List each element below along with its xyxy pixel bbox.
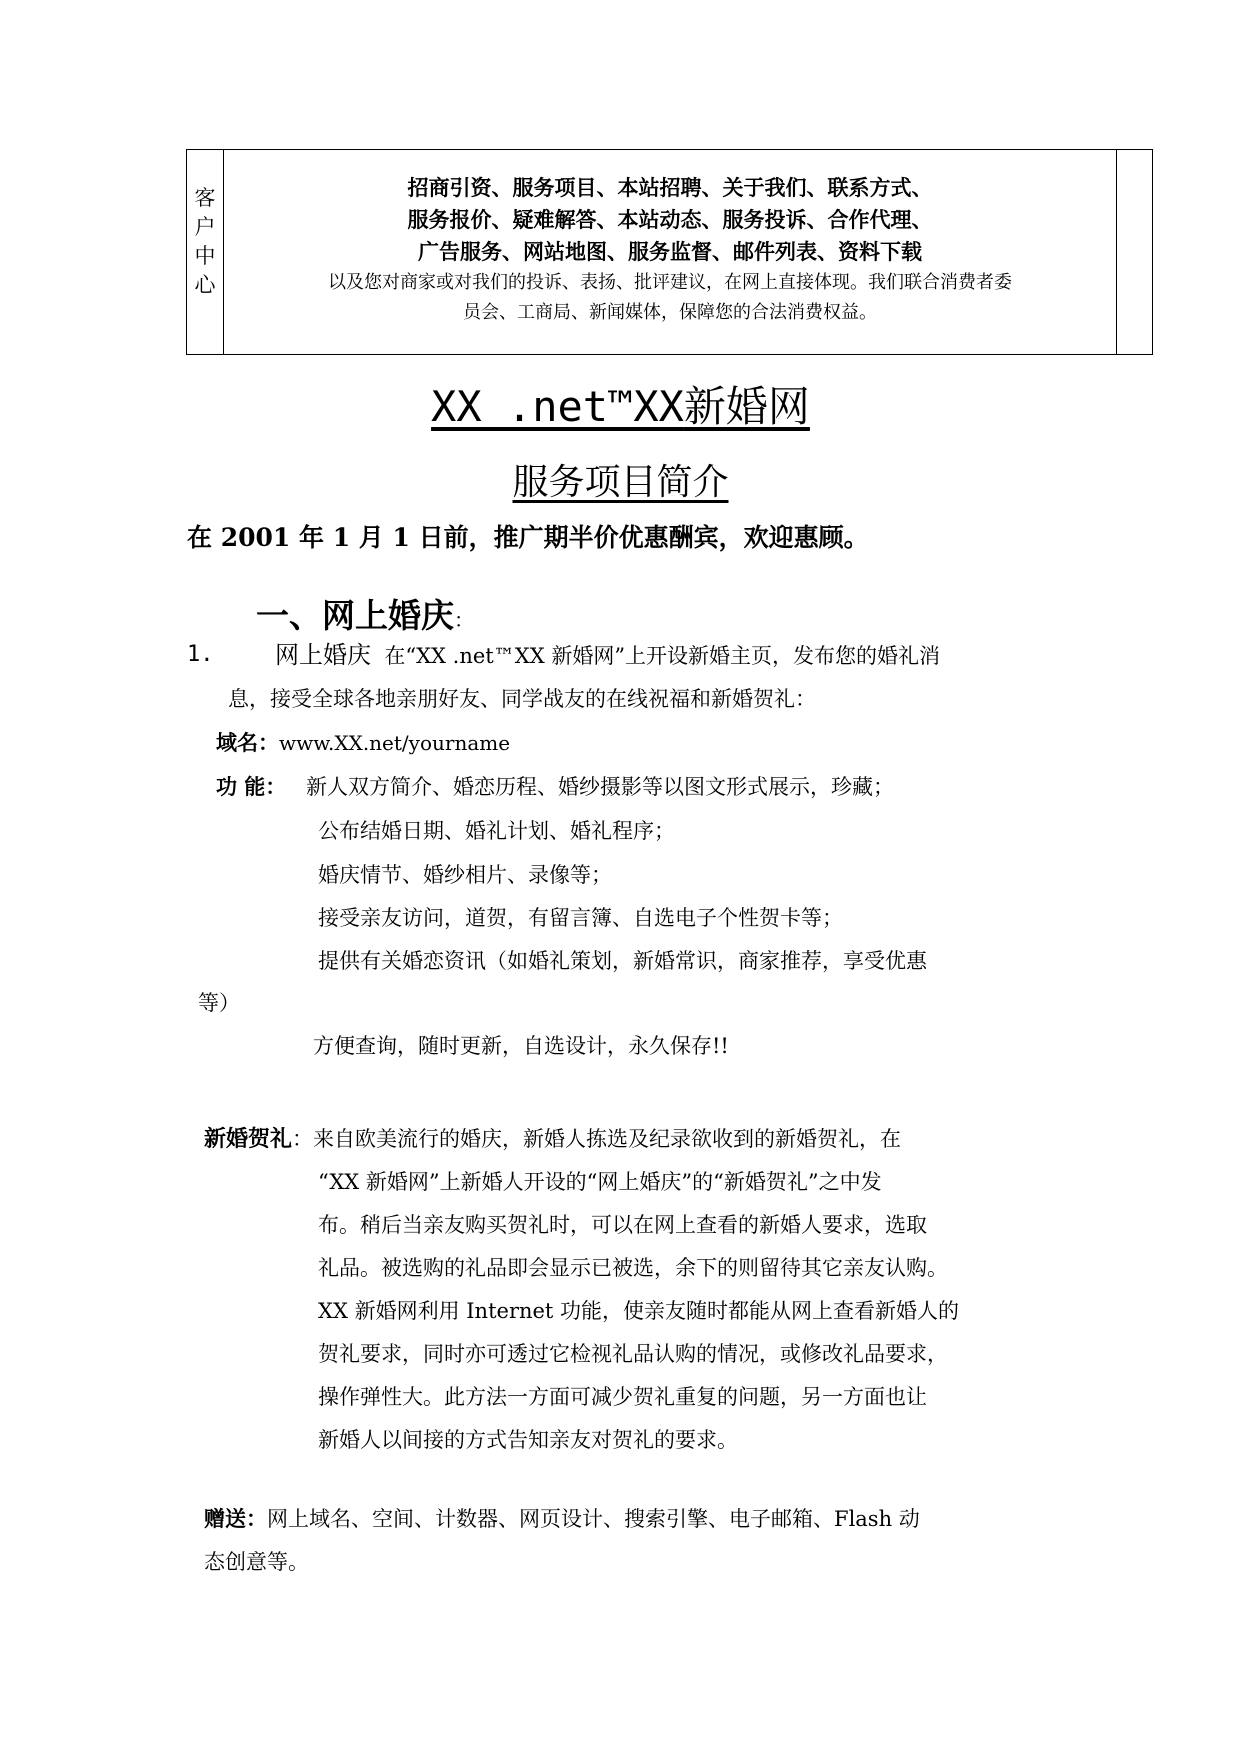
customer-center-label bbox=[187, 184, 223, 300]
nav-links-block bbox=[224, 172, 1116, 328]
nav-line[interactable]: 服务报价、疑难解答、本站动态、服务投诉、合作代理、 bbox=[407, 208, 933, 232]
bonus-label: 赠送： bbox=[204, 1506, 267, 1531]
title-cn: 新婚网 bbox=[683, 382, 810, 431]
gift-line: 贺礼要求，同时亦可透过它检视礼品认购的情况，或修改礼品要求， bbox=[318, 1342, 948, 1366]
title-latin: XX .net™XX bbox=[431, 382, 684, 431]
box-divider-right bbox=[1116, 150, 1117, 354]
page-title bbox=[0, 380, 1241, 434]
gift-row bbox=[204, 1124, 901, 1155]
features-line: 新人双方简介、婚恋历程、婚纱摄影等以图文形式展示，珍藏； bbox=[306, 775, 894, 799]
gift-line: 新婚人以间接的方式告知亲友对贺礼的要求。 bbox=[318, 1428, 738, 1452]
domain-row bbox=[216, 728, 510, 758]
gift-line: 礼品。被选购的礼品即会显示已被选，余下的则留待其它亲友认购。 bbox=[318, 1256, 948, 1280]
section-heading bbox=[256, 590, 474, 637]
gift-line: 来自欧美流行的婚庆，新婚人拣选及纪录欲收到的新婚贺礼，在 bbox=[313, 1127, 902, 1151]
gift-line: XX 新婚网利用 Internet 功能，使亲友随时都能从网上查看新婚人的 bbox=[318, 1299, 960, 1323]
note-line: 以及您对商家或对我们的投诉、表扬、批评建议，在网上直接体现。我们联合消费者委 bbox=[328, 272, 1012, 293]
item-text: 在“XX .net™XX 新婚网”上开设新婚主页，发布您的婚礼消 bbox=[384, 644, 941, 668]
item-1-line-b: 息，接受全球各地亲朋好友、同学战友的在线祝福和新婚贺礼： bbox=[228, 687, 816, 711]
features-line: 接受亲友访问，道贺，有留言簿、自选电子个性贺卡等； bbox=[318, 906, 843, 930]
bonus-row bbox=[204, 1504, 920, 1534]
features-line: 婚庆情节、婚纱相片、录像等； bbox=[318, 863, 612, 887]
side-label-char: 户 bbox=[194, 215, 216, 239]
domain-value[interactable]: www.XX.net/yourname bbox=[279, 731, 511, 755]
note-line: 员会、工商局、新闻媒体，保障您的合法消费权益。 bbox=[463, 302, 877, 323]
section-heading-text: 一、网上婚庆 bbox=[256, 596, 454, 635]
item-name: 网上婚庆 bbox=[275, 641, 371, 669]
gift-line: “XX 新婚网”上新婚人开设的“网上婚庆”的“新婚贺礼”之中发 bbox=[318, 1170, 882, 1194]
gift-line: 布。稍后当亲友购买贺礼时，可以在网上查看的新婚人要求，选取 bbox=[318, 1213, 927, 1237]
features-line: 等） bbox=[198, 991, 240, 1015]
section-heading-colon: ： bbox=[454, 608, 474, 632]
gift-colon: ： bbox=[292, 1127, 314, 1151]
gift-line: 操作弹性大。此方法一方面可减少贺礼重复的问题，另一方面也让 bbox=[318, 1385, 927, 1409]
features-line: 方便查询，随时更新，自选设计，永久保存!! bbox=[313, 1034, 729, 1058]
customer-center-box bbox=[186, 149, 1153, 355]
side-label-char: 客 bbox=[194, 186, 216, 210]
gift-label: 新婚贺礼 bbox=[204, 1127, 293, 1152]
features-line: 公布结婚日期、婚礼计划、婚礼程序； bbox=[318, 819, 675, 843]
domain-label: 域名： bbox=[216, 730, 279, 755]
features-line: 提供有关婚恋资讯（如婚礼策划，新婚常识，商家推荐，享受优惠 bbox=[318, 949, 927, 973]
page-subtitle: 服务项目简介 bbox=[512, 462, 729, 503]
bonus-line: 态创意等。 bbox=[204, 1550, 309, 1574]
promo-text: 在 2001 年 1 月 1 日前，推广期半价优惠酬宾，欢迎惠顾。 bbox=[187, 523, 869, 552]
nav-line[interactable]: 招商引资、服务项目、本站招聘、关于我们、联系方式、 bbox=[407, 176, 933, 200]
side-label-char: 中 bbox=[194, 244, 216, 268]
nav-line[interactable]: 广告服务、网站地图、服务监督、邮件列表、资料下载 bbox=[418, 240, 922, 264]
side-label-char: 心 bbox=[194, 273, 216, 297]
bonus-line: 网上域名、空间、计数器、网页设计、搜索引擎、电子邮箱、Flash 动 bbox=[267, 1507, 920, 1531]
item-1-line-a bbox=[275, 640, 940, 671]
item-number: 1. bbox=[187, 642, 214, 667]
features-label: 功 能： bbox=[216, 774, 287, 799]
